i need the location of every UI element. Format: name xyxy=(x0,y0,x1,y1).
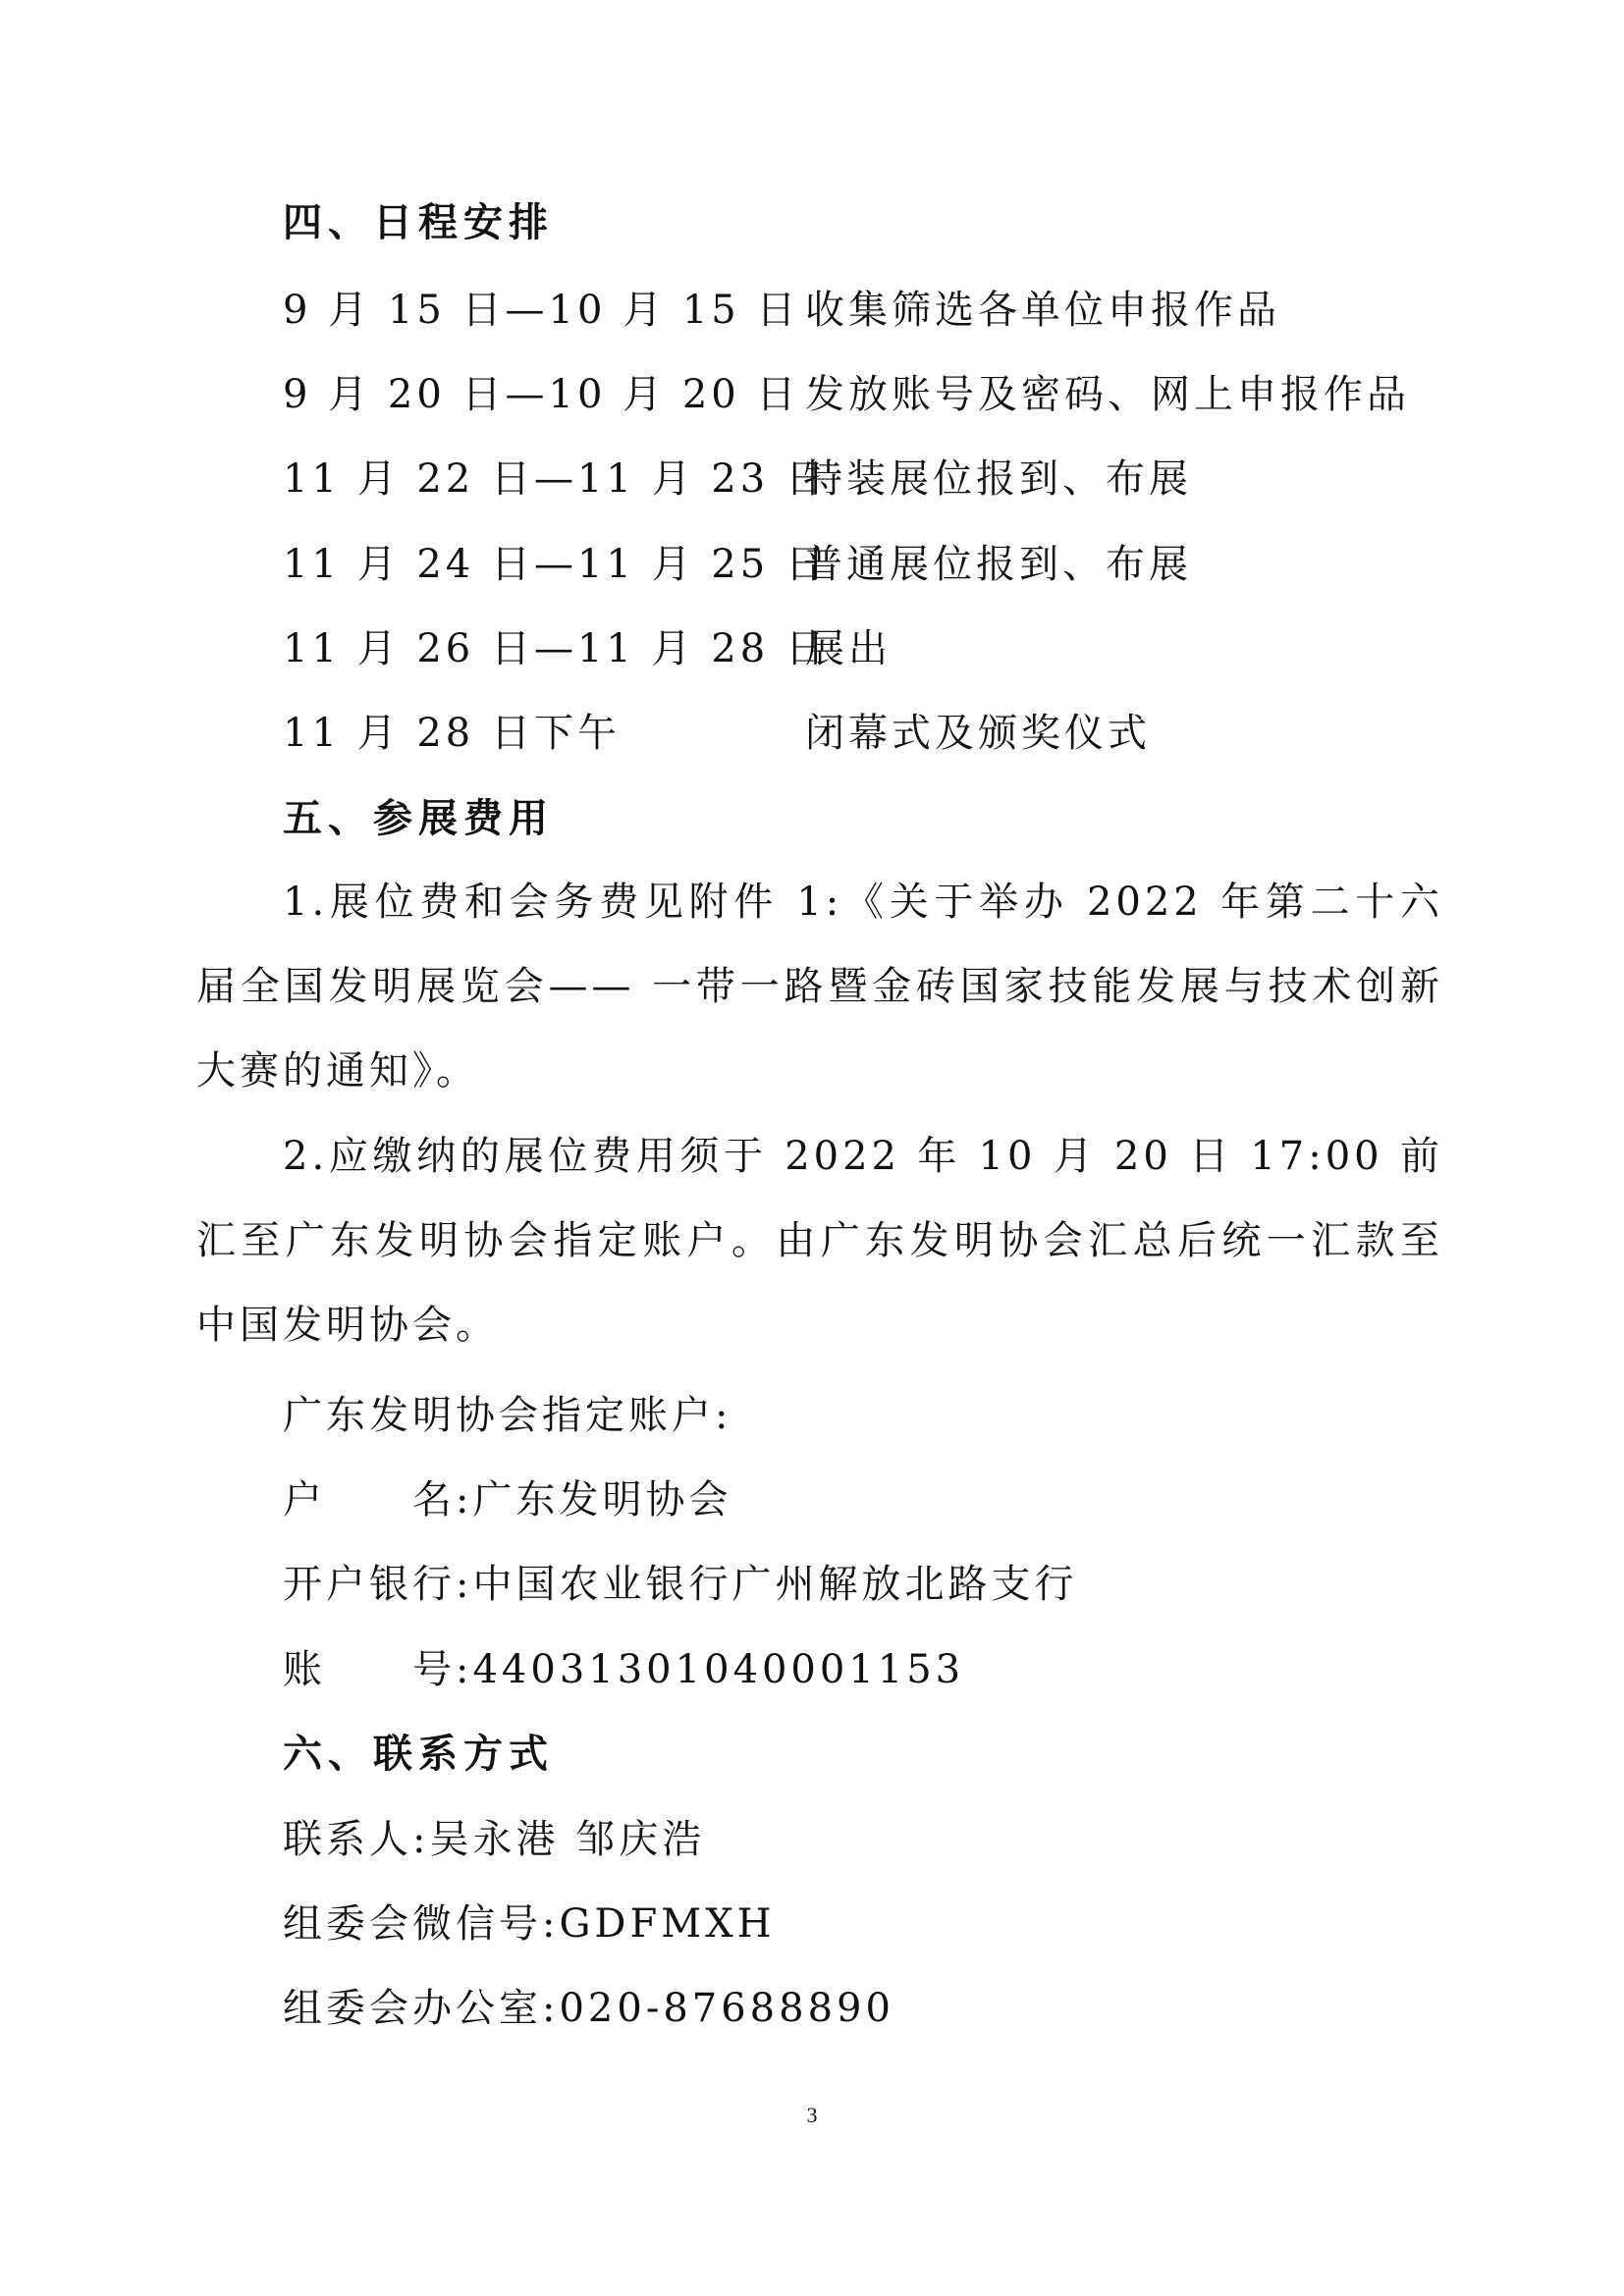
schedule-date: 11 月 22 日—11 月 23 日 xyxy=(283,456,829,502)
schedule-date: 9 月 15 日—10 月 15 日 xyxy=(283,288,800,333)
schedule-date: 11 月 26 日—11 月 28 日 xyxy=(283,626,829,671)
schedule-event: 闭幕式及颁奖仪式 xyxy=(805,711,1151,756)
schedule-event: 特装展位报到、布展 xyxy=(803,456,1192,502)
section-heading-schedule: 四、日程安排 xyxy=(283,199,554,245)
contact-persons: 联系人:吴永港 邹庆浩 xyxy=(283,1817,706,1862)
schedule-date: 11 月 28 日下午 xyxy=(283,711,621,756)
fee-paragraph-1: 1.展位费和会务费见附件 1:《关于举办 2022 年第二十六届全国发明展览会—— 一带一路暨金砖国家技能发展与技术创新大赛的通知》。 xyxy=(196,880,1443,1094)
schedule-event: 收集筛选各单位申报作品 xyxy=(805,288,1280,333)
bank-name: 开户银行:中国农业银行广州解放北路支行 xyxy=(283,1562,1078,1607)
schedule-event: 普通展位报到、布展 xyxy=(803,542,1192,587)
fee-paragraph-2: 2.应缴纳的展位费用须于 2022 年 10 月 20 日 17:00 前汇至广东发明协会指定账户。由广东发明协会汇总后统一汇款至中国发明协会。 xyxy=(196,1134,1443,1348)
account-name: 户 名:广东发明协会 xyxy=(283,1477,732,1522)
schedule-date: 11 月 24 日—11 月 25 日 xyxy=(283,542,829,587)
account-title: 广东发明协会指定账户: xyxy=(283,1393,732,1438)
account-number: 账 号:44031301040001153 xyxy=(283,1647,965,1692)
page-number: 3 xyxy=(806,2103,818,2127)
wechat-id: 组委会微信号:GDFMXH xyxy=(283,1901,776,1947)
schedule-date: 9 月 20 日—10 月 20 日 xyxy=(283,372,800,417)
schedule-event: 展出 xyxy=(805,626,892,671)
section-heading-contact: 六、联系方式 xyxy=(283,1731,554,1777)
office-phone: 组委会办公室:020-87688890 xyxy=(283,1986,894,2031)
section-heading-fees: 五、参展费用 xyxy=(283,795,554,841)
schedule-event: 发放账号及密码、网上申报作品 xyxy=(805,372,1410,417)
